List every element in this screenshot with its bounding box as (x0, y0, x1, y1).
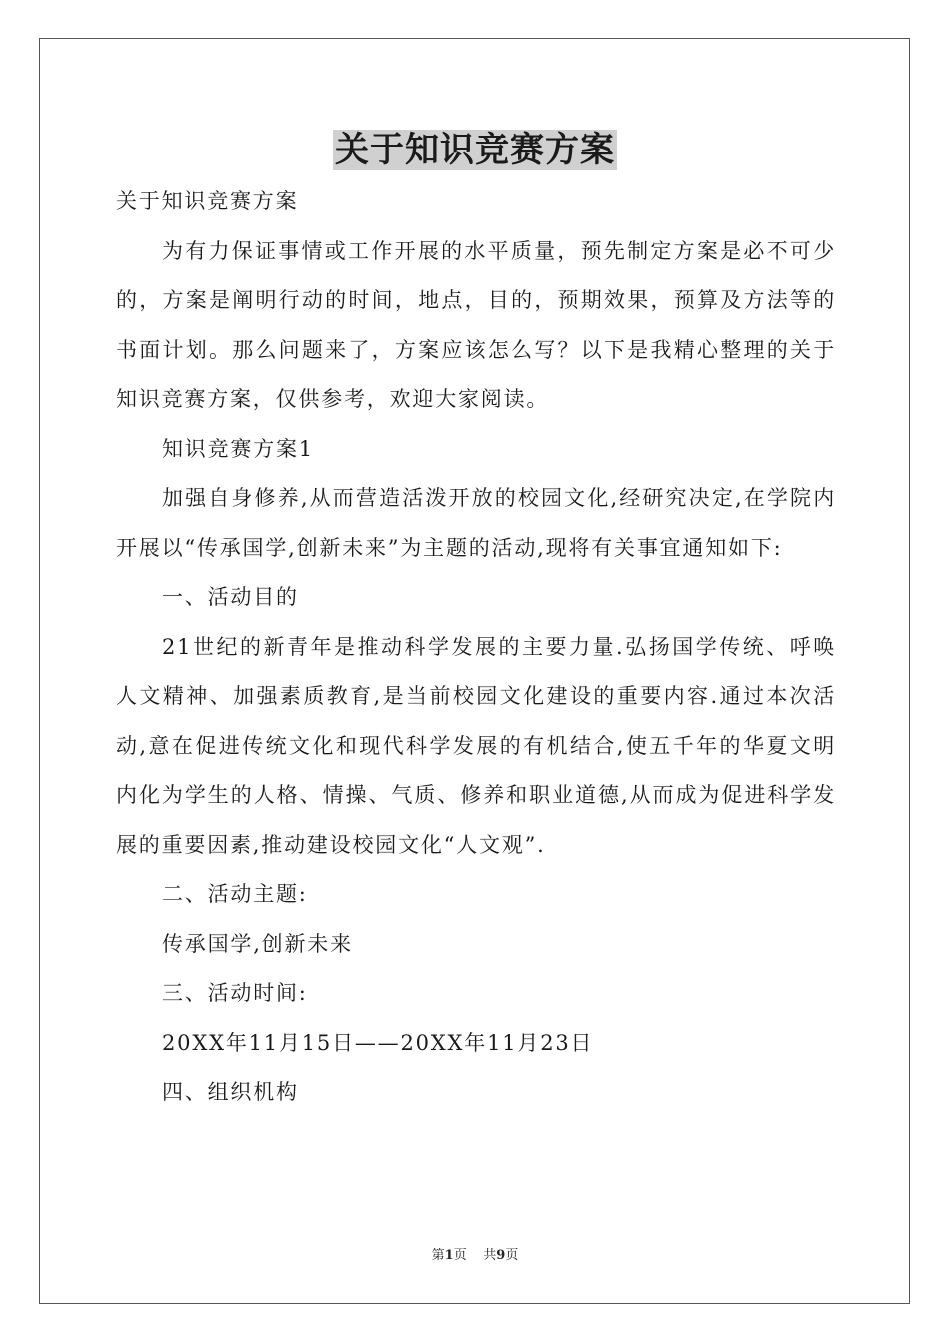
total-pages: 9 (496, 1248, 506, 1263)
page-number: 1 (444, 1248, 454, 1263)
body-paragraph: 21世纪的新青年是推动科学发展的主要力量.弘扬国学传统、呼唤人文精神、加强素质教育,是当前校园文化建设的重要内容.通过本次活动,意在促进传统文化和现代科学发展的有机结合,使五千年的华夏文明内化为学生的人格、情操、气质、修养和职业道德,从而成为促进科学发展的重要因素,推动建设校园文化“人文观”. (116, 634, 836, 857)
section-heading: 三、活动时间: (162, 981, 308, 1005)
section-heading: 四、组织机构 (162, 1080, 299, 1104)
body-paragraph: 20XX年11月15日——20XX年11月23日 (162, 1030, 594, 1055)
body-paragraph: 传承国学,创新未来 (162, 931, 353, 956)
total-suffix: 页 (505, 1248, 519, 1263)
document-title-text: 关于知识竞赛方案 (335, 130, 615, 170)
section-heading: 知识竞赛方案1 (162, 436, 314, 461)
intro-paragraph: 为有力保证事情或工作开展的水平质量，预先制定方案是必不可少的，方案是阐明行动的时间，地点，目的，预期效果，预算及方法等的书面计划。那么问题来了，方案应该怎么写？以下是我精心整理的关于知识竞赛方案，仅供参考，欢迎大家阅读。 (116, 238, 836, 411)
page-suffix: 页 (453, 1248, 467, 1263)
page-prefix: 第 (431, 1248, 445, 1263)
section-heading: 二、活动主题: (162, 882, 308, 906)
page-footer (0, 1246, 950, 1266)
document-body (116, 177, 836, 1118)
body-paragraph: 加强自身修养,从而营造活泼开放的校园文化,经研究决定,在学院内开展以“传承国学,创新未来”为主题的活动,现将有关事宜通知如下: (116, 486, 836, 560)
subtitle-paragraph: 关于知识竞赛方案 (116, 189, 299, 213)
total-prefix: 共 (483, 1248, 497, 1263)
document-title (0, 126, 950, 174)
section-heading: 一、活动目的 (162, 585, 299, 609)
